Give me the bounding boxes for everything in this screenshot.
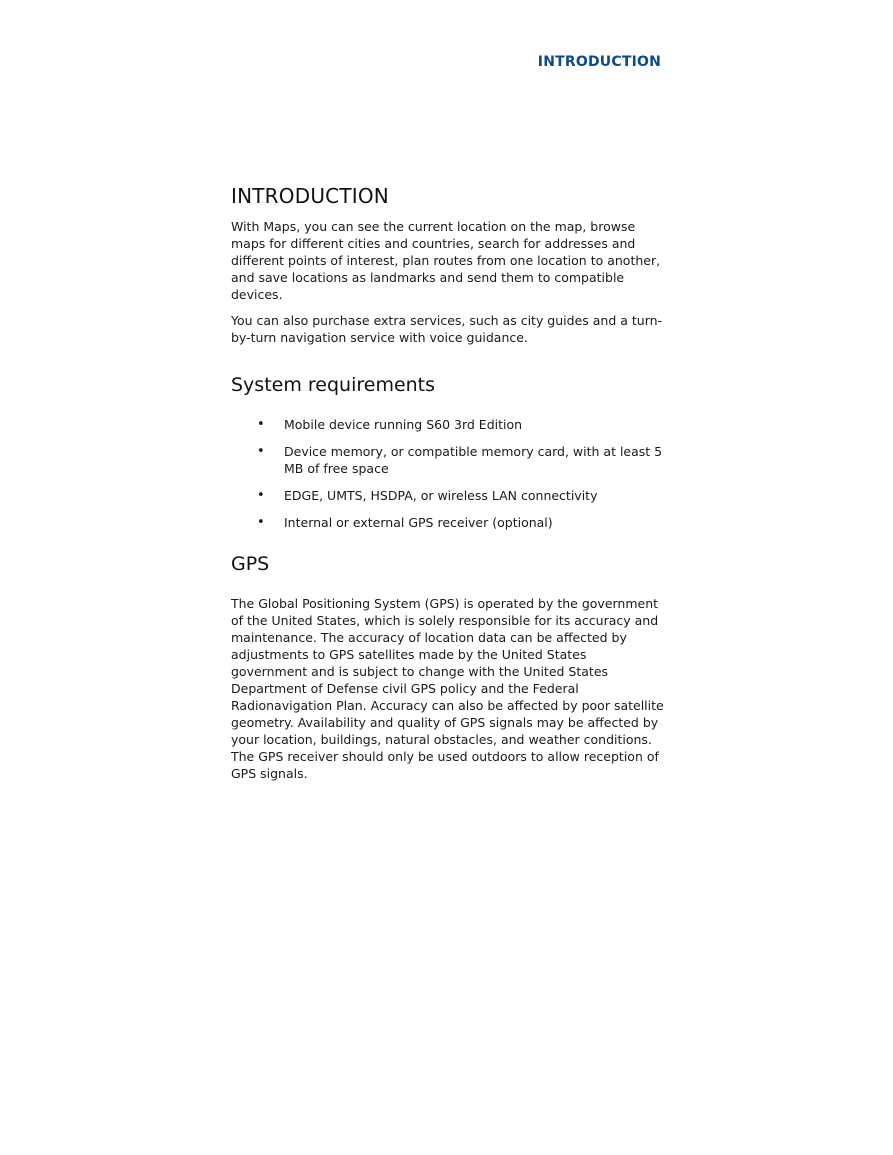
intro-paragraph-2: You can also purchase extra services, such as city guides and a turn-by-turn navigation service with voice guidance. (231, 313, 663, 345)
intro-paragraph-1: With Maps, you can see the current location on the map, browse maps for different cities and countries, search for addresses and different points of interest, plan routes from one location to another, and save locations as landmarks and send them to compatible devices. (231, 219, 661, 302)
system-requirements-list (231, 416, 665, 531)
list-item (231, 443, 665, 477)
page-title: INTRODUCTION (231, 184, 389, 208)
gps-heading: GPS (231, 553, 270, 575)
bullet-icon: • (257, 488, 265, 503)
running-header-title: INTRODUCTION (537, 54, 661, 70)
list-item-text: EDGE, UMTS, HSDPA, or wireless LAN connectivity (284, 488, 598, 503)
list-item-text: Internal or external GPS receiver (optional) (284, 515, 553, 530)
bullet-icon: • (257, 515, 265, 530)
page-content (231, 184, 665, 791)
list-item (231, 487, 665, 504)
gps-paragraph: The Global Positioning System (GPS) is operated by the government of the United States, which is solely responsible for its accuracy and maintenance. The accuracy of location data can be affected by adjustments to GPS satellites made by the United States government and is subject to change with the United States Department of Defense civil GPS policy and the Federal Radionavigation Plan. Accuracy can also be affected by poor satellite geometry. Availability and quality of GPS signals may be affected by your location, buildings, natural obstacles, and weather conditions. The GPS receiver should only be used outdoors to allow reception of GPS signals. (231, 596, 664, 781)
list-item (231, 416, 665, 433)
list-item-text: Device memory, or compatible memory card, with at least 5 MB of free space (284, 444, 663, 476)
bullet-icon: • (257, 417, 265, 432)
bullet-icon: • (257, 444, 265, 459)
system-requirements-heading: System requirements (231, 374, 436, 396)
list-item-text: Mobile device running S60 3rd Edition (284, 417, 523, 432)
list-item (231, 514, 665, 531)
